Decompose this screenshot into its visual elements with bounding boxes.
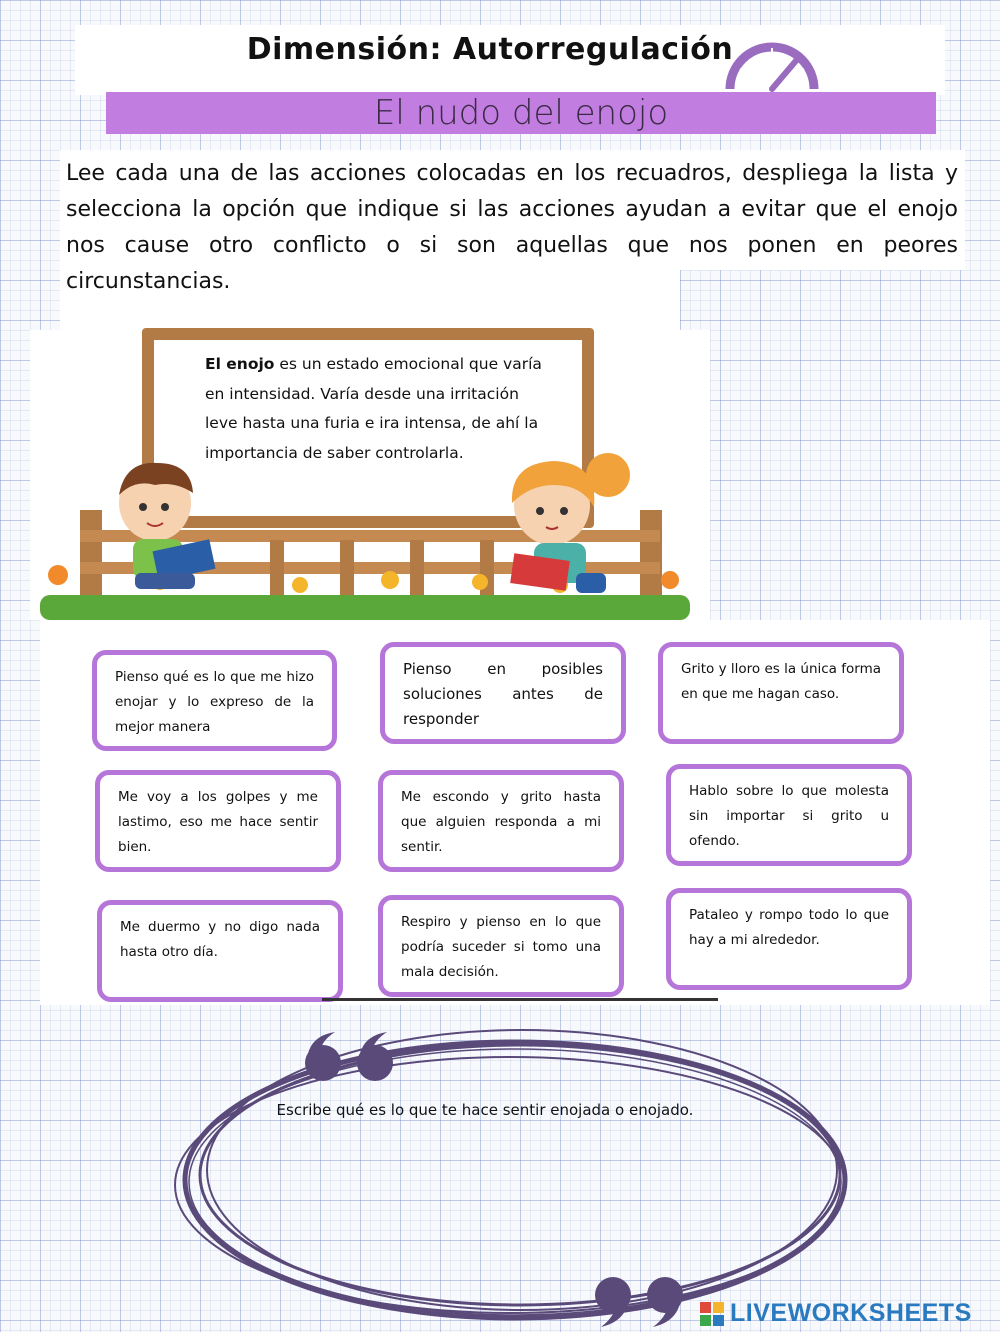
banner-title: El nudo del enojo	[373, 93, 669, 133]
action-card-7[interactable]: Me duermo y no digo nada hasta otro día.	[97, 900, 343, 1002]
divider-line	[322, 998, 718, 1001]
action-card-8[interactable]: Respiro y pienso en lo que podría suceder si tomo una mala decisión.	[378, 895, 624, 997]
boy-reading-illustration	[95, 455, 225, 595]
board-bold-term: El enojo	[205, 355, 275, 373]
action-card-6[interactable]: Hablo sobre lo que molesta sin importar si grito u ofendo.	[666, 764, 912, 866]
girl-reading-illustration	[490, 445, 640, 600]
action-card-2[interactable]: Pienso en posibles soluciones antes de responder	[380, 642, 626, 744]
action-card-1[interactable]: Pienso qué es lo que me hizo enojar y lo expreso de la mejor manera	[92, 650, 337, 751]
speedometer-icon	[722, 34, 822, 94]
action-card-4[interactable]: Me voy a los golpes y me lastimo, eso me hace sentir bien.	[95, 770, 341, 872]
brand-name: LIVEWORKSHEETS	[730, 1299, 972, 1327]
scribble-oval-frame	[170, 1020, 870, 1330]
liveworksheets-logo	[700, 1302, 724, 1326]
title-banner	[106, 92, 936, 134]
action-card-9[interactable]: Pataleo y rompo todo lo que hay a mi alrededor.	[666, 888, 912, 990]
close-quote-icon	[585, 1275, 695, 1330]
writing-prompt: Escribe qué es lo que te hace sentir enojada o enojado.	[276, 1101, 694, 1119]
instructions-text: Lee cada una de las acciones colocadas en los recuadros, despliega la lista y selecciona la opción que indique si las acciones ayudan a evitar que el enojo nos cause otro conflicto o si son aquellas que nos ponen en peores circunstancias.	[66, 161, 958, 294]
action-card-3[interactable]: Grito y lloro es la única forma en que me hagan caso.	[658, 642, 904, 744]
open-quote-icon	[295, 1028, 405, 1083]
brand-footer	[700, 1296, 995, 1330]
dimension-title: Dimensión: Autorregulación	[246, 32, 734, 67]
board-body: es un estado emocional que varía en intensidad. Varía desde una irritación leve hasta una furia e ira intensa, de ahí la importancia de saber controlarla.	[205, 355, 542, 462]
action-card-5[interactable]: Me escondo y grito hasta que alguien responda a mi sentir.	[378, 770, 624, 872]
